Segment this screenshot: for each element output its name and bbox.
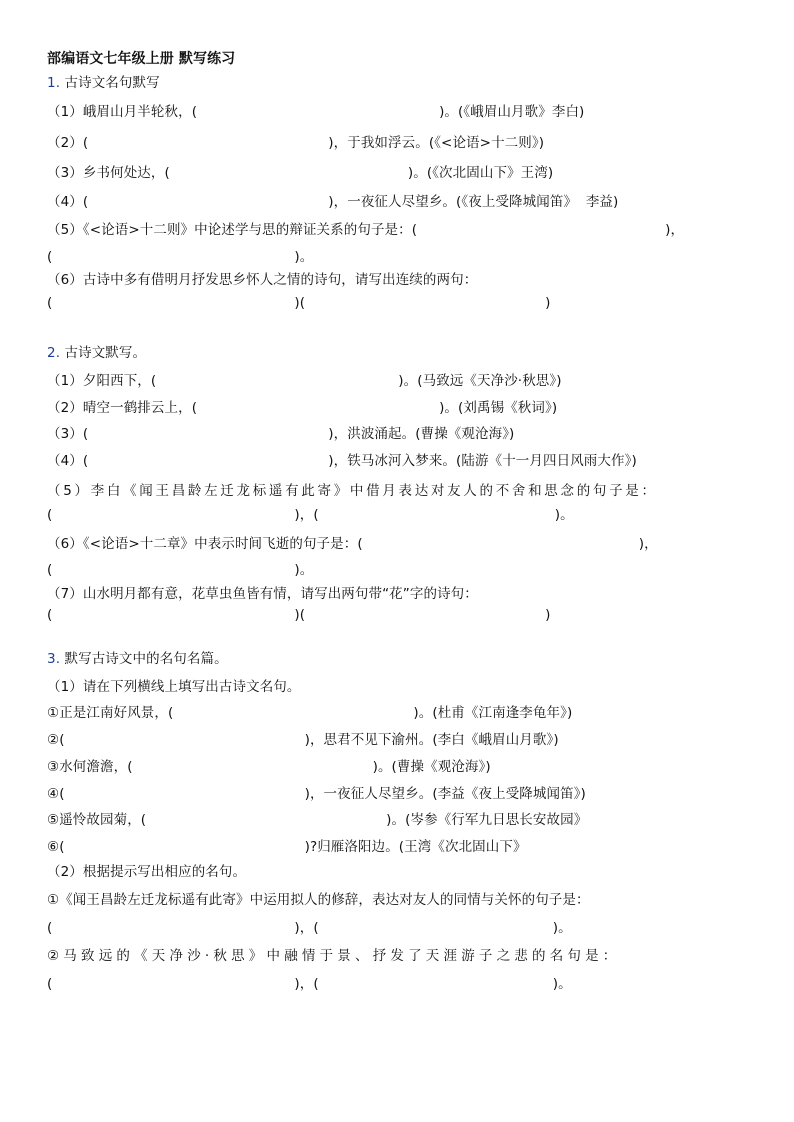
s3-part1: （1）请在下列横线上填写出古诗文名句。 <box>47 679 301 695</box>
s3-item6-prompt: ⑥( <box>47 839 65 855</box>
s3-item1 <box>47 704 572 722</box>
s1-q2-prompt: （2）( <box>47 135 89 151</box>
section-2-heading <box>47 344 146 362</box>
s3-item2-source: )，思君不见下渝州。(李白《峨眉山月歌》) <box>304 732 559 748</box>
s3-item5-source: )。(岑参《行军九日思长安故园》 <box>386 812 588 828</box>
s3-q1-answers <box>47 919 572 937</box>
section-1-number: 1. <box>47 75 61 91</box>
close-paren: )。 <box>294 562 314 578</box>
section-2-title: 古诗文默写。 <box>64 345 147 361</box>
paren-divider: )，( <box>294 507 319 523</box>
s3-item4-prompt: ④( <box>47 786 65 802</box>
close-paren: )。 <box>552 976 572 992</box>
s1-q4-source: )，一夜征人尽望乡。(《夜上受降城闻笛》 李益) <box>328 194 619 210</box>
s1-q2-source: )，于我如浮云。(《<论语>十二则》) <box>328 135 545 151</box>
section-1-heading <box>47 74 160 92</box>
s3-item2-prompt: ②( <box>47 732 65 748</box>
close-paren: )。 <box>552 920 572 936</box>
paren-divider: )( <box>294 607 306 623</box>
s3-item6 <box>47 838 527 856</box>
s2-q3-prompt: （3）( <box>47 426 89 442</box>
s2-q3-source: )，洪波涌起。(曹操《观沧海》) <box>328 426 515 442</box>
s2-q5: （5）李白《闻王昌龄左迁龙标遥有此寄》中借月表达对友人的不舍和思念的句子是： <box>47 483 658 499</box>
s2-q6-comma: )， <box>638 536 658 552</box>
open-paren: ( <box>47 562 53 578</box>
s1-q4-prompt: （4）( <box>47 194 89 210</box>
s2-q1-prompt: （1）夕阳西下，( <box>47 373 157 389</box>
s3-q1: ①《闻王昌龄左迁龙标遥有此寄》中运用拟人的修辞，表达对友人的同情与关怀的句子是： <box>47 892 590 908</box>
section-3-number: 3. <box>47 651 61 667</box>
s3-item5 <box>47 811 587 829</box>
paren-divider: )，( <box>294 920 319 936</box>
open-paren: ( <box>47 920 53 936</box>
s2-q1-source: )。(马致远《天净沙·秋思》) <box>398 373 562 389</box>
s2-q3 <box>47 425 514 443</box>
s2-q4 <box>47 452 637 470</box>
close-paren: )。 <box>294 249 314 265</box>
s3-part2: （2）根据提示写出相应的名句。 <box>47 864 247 880</box>
s1-q5-prompt: （5）《<论语>十二则》中论述学与思的辩证关系的句子是：( <box>47 222 418 238</box>
s3-item4-source: )，一夜征人尽望乡。(李益《夜上受降城闻笛》) <box>304 786 586 802</box>
section-2-number: 2. <box>47 345 61 361</box>
s1-q6-answers <box>47 294 550 312</box>
paren-divider: )，( <box>294 976 319 992</box>
s3-q2: ②马致远的《天净沙·秋思》中融情于景、抒发了天涯游子之悲的名句是： <box>47 948 621 964</box>
s2-q2 <box>47 399 557 417</box>
close-paren: ) <box>545 607 551 623</box>
s3-item1-source: )。(杜甫《江南逢李龟年》) <box>413 705 573 721</box>
open-paren: ( <box>47 295 53 311</box>
s3-item2 <box>47 731 559 749</box>
s1-q4 <box>47 193 618 211</box>
s3-q2-answers <box>47 975 572 993</box>
s3-item6-source: )?归雁洛阳边。(王湾《次北固山下》 <box>304 839 527 855</box>
s1-q1-source: )。(《峨眉山月歌》李白) <box>439 104 585 120</box>
section-3-heading <box>47 650 228 668</box>
s2-q1 <box>47 372 562 390</box>
s1-q5-cont <box>47 248 313 266</box>
s2-q6-prompt: （6）《<论语>十二章》中表示时间飞逝的句子是：( <box>47 536 363 552</box>
s1-q3-prompt: （3）乡书何处达，( <box>47 165 170 181</box>
s2-q6-cont <box>47 561 313 579</box>
s3-item5-prompt: ⑤遥怜故园菊，( <box>47 812 147 828</box>
page-title: 部编语文七年级上册 默写练习 <box>47 51 236 67</box>
s1-q1-prompt: （1）峨眉山月半轮秋，( <box>47 104 198 120</box>
s1-q5-comma: )， <box>665 222 685 238</box>
s3-item3 <box>47 758 491 776</box>
section-1-title: 古诗文名句默写 <box>64 75 160 91</box>
s1-q1 <box>47 103 584 121</box>
section-3-title: 默写古诗文中的名句名篇。 <box>64 651 228 667</box>
s2-q7-answers <box>47 606 550 624</box>
s3-item1-prompt: ①正是江南好风景，( <box>47 705 174 721</box>
s3-item4 <box>47 785 586 803</box>
s1-q2 <box>47 134 544 152</box>
open-paren: ( <box>47 976 53 992</box>
s3-item3-source: )。(曹操《观沧海》) <box>372 759 491 775</box>
s3-item3-prompt: ③水何澹澹，( <box>47 759 133 775</box>
close-paren: ) <box>545 295 551 311</box>
close-paren: )。 <box>554 507 574 523</box>
open-paren: ( <box>47 249 53 265</box>
s2-q6 <box>47 535 658 553</box>
s2-q4-prompt: （4）( <box>47 453 89 469</box>
s1-q3 <box>47 164 553 182</box>
s2-q2-prompt: （2）晴空一鹤排云上，( <box>47 400 198 416</box>
open-paren: ( <box>47 607 53 623</box>
open-paren: ( <box>47 507 53 523</box>
s1-q5 <box>47 221 684 239</box>
s1-q3-source: )。(《次北固山下》王湾) <box>407 165 554 181</box>
s1-q6: （6）古诗中多有借明月抒发思乡怀人之情的诗句，请写出连续的两句： <box>47 272 478 288</box>
paren-divider: )( <box>294 295 306 311</box>
s2-q2-source: )。(刘禹锡《秋词》) <box>439 400 558 416</box>
s2-q5-answers <box>47 506 574 524</box>
s2-q4-source: )，铁马冰河入梦来。(陆游《十一月四日风雨大作》) <box>328 453 637 469</box>
s2-q7: （7）山水明月都有意，花草虫鱼皆有情，请写出两句带“花”字的诗句： <box>47 586 478 602</box>
